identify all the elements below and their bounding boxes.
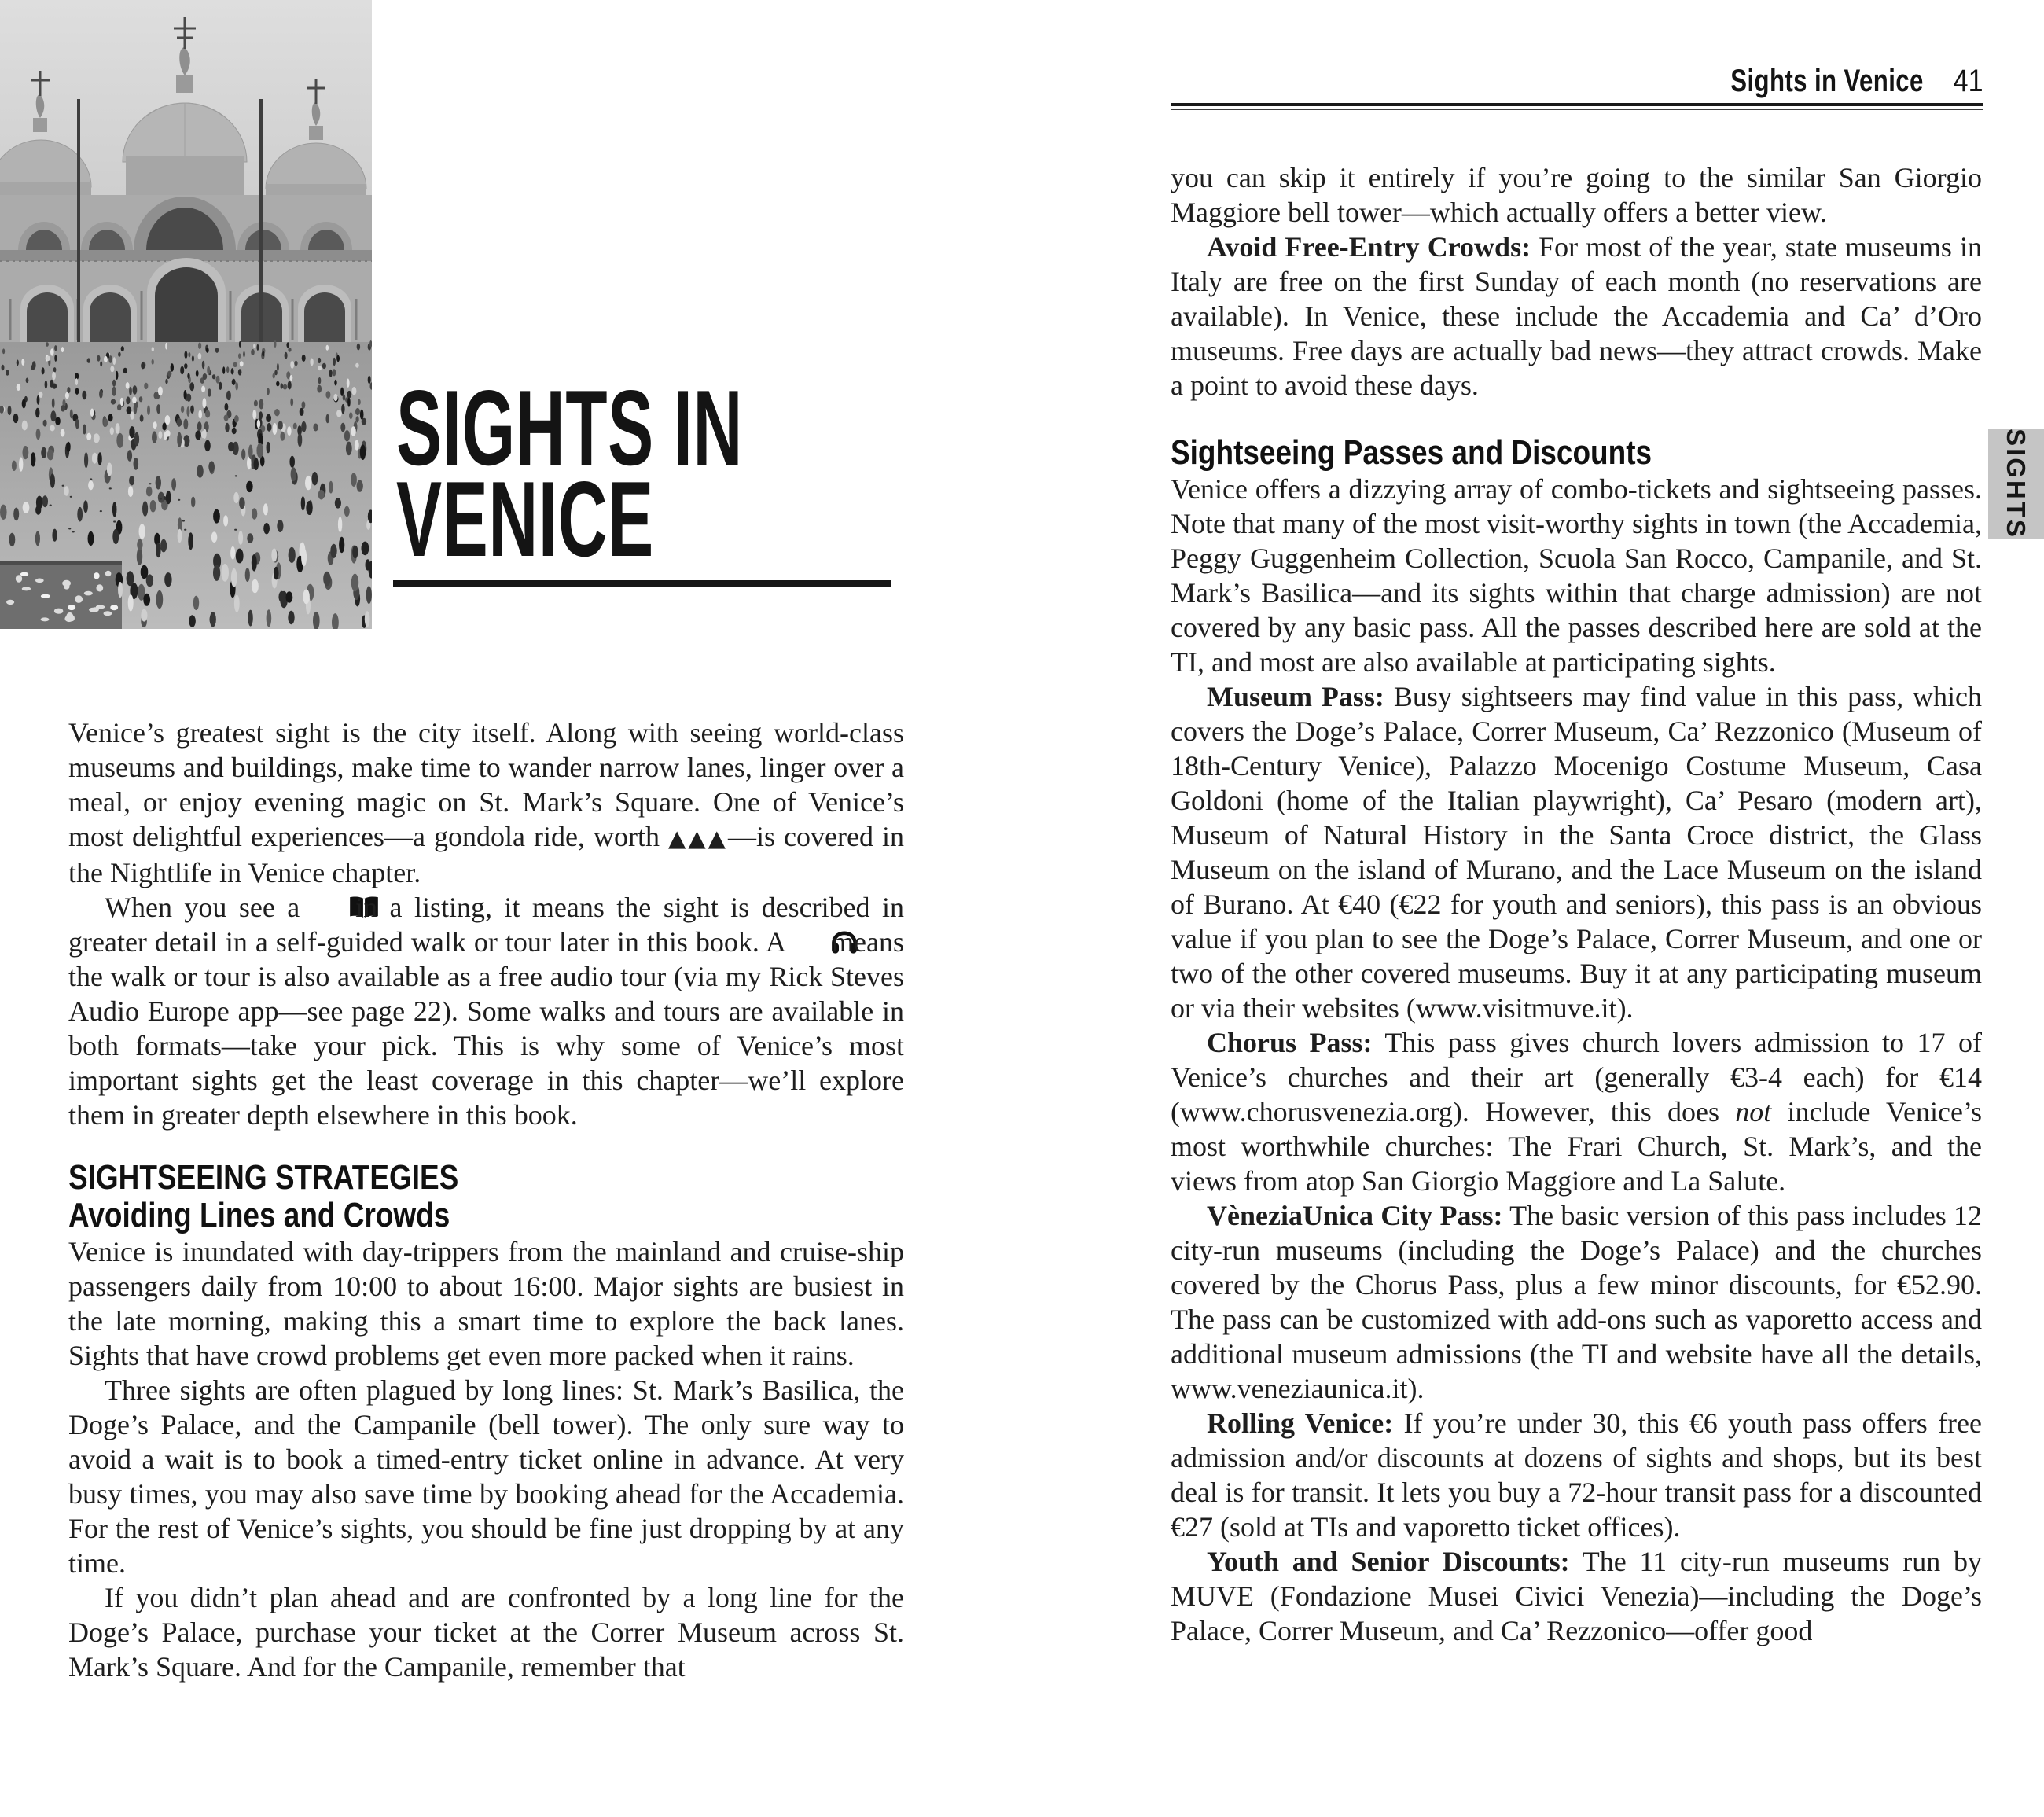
basilica-photo-graphic [0,0,372,629]
text-run: not [1735,1096,1772,1127]
body-paragraph [1171,1198,1982,1406]
text-run: include Venice’s most worthwhile churches: The Frari Church, St. Mark’s, and the views from atop San Giorgio Maggiore and La Salute. [1171,1096,1982,1197]
stmarks-basilica-photo [0,0,372,629]
text-run: The 11 city-run museums run by MUVE (Fondazione Musei Civici Venezia)—including the Doge’s Palace, Correr Museum, and Ca’ Rezzonico—offer good [1171,1546,1982,1646]
text-run: Venice’s greatest sight is the city itself. Along with seeing world-class museums and buildings, make time to wander narrow lanes, linger over a meal, or enjoy evening magic on St. Mark’s Square. One of Venice’s most delightful experiences—a gondola ride, worth [68,717,904,852]
text-run: The basic version of this pass includes 12 city-run museums (including the Doge’s Palace) and the churches covered by the Chorus Pass, plus a few minor discounts, for €52.90. The pass can be customized with add-ons such as vaporetto access and additional museum admissions (the TI and website have all the details, www.veneziaunica.it). [1171,1200,1982,1404]
body-paragraph [68,715,904,890]
body-paragraph [68,1234,904,1373]
left-column [68,715,904,1684]
market-stall [0,563,122,629]
body-paragraph [1171,160,1982,230]
text-run: Busy sightseers may find value in this pass, which covers the Doge’s Palace, Correr Museum, Ca’ Rezzonico (Museum of 18th-Century Venice), Palazzo Mocenigo Costume Museum, Casa Goldoni (home of the Italian playwright), Ca’ Pesaro (modern art), Museum of Natural History in the Santa Croce district, the Glass Museum on the island of Murano, and the Lace Museum on the island of Burano. At €40 (€22 for youth and seniors), this pass is an obvious value if you plan to see the Doge’s Palace, Correr Museum, and one or two of the other covered museums. Buy it at any participating museum or via their websites (www.visitmuve.it). [1171,681,1982,1024]
running-header [1171,64,1983,105]
sights-tab-label: SIGHTS [2002,429,2031,539]
section-heading: Sightseeing Passes and Discounts [1171,433,1652,472]
body-paragraph [68,890,904,1132]
open-book-icon [312,893,344,918]
text-run: If you’re under 30, this €6 youth pass offers free admission and/or discounts at dozens of sights and shops, but its best deal is for transit. It lets you buy a 72-hour transit pass for a discounted €27 (sold at TIs and vaporetto ticket offices). [1171,1407,1983,1543]
body-paragraph [1171,679,1982,1025]
text-run: When you see a [105,892,312,923]
chapter-title-line2: VENICE [396,459,654,579]
text-run: means the walk or tour is also available as a free audio tour (via my Rick Steves Audio Europe app—see page 22). Some walks and tours are available in both formats—take your pick. This is why some of Venice’s most important sights get the least coverage in this chapter—we’ll explore them in greater depth elsewhere in this book. [68,926,904,1131]
body-paragraph [1171,1025,1982,1198]
text-run: If you didn’t plan ahead and are confronted by a long line for the Doge’s Palace, purchase your ticket at the Correr Museum across St. Mark’s Square. And for the Campanile, remember that [68,1582,904,1683]
basilica-facade [0,195,372,342]
body-paragraph [1171,1406,1982,1544]
text-run: This pass gives church lovers admission to 17 of Venice’s churches and their art (generally €3-4 each) for €14 (www.chorusvenezia.org). However, this does [1171,1027,1982,1127]
sights-thumb-tab [1988,429,2044,539]
right-column [1171,160,1982,1648]
bold-lead-in: Rolling Venice: [1207,1407,1394,1439]
text-run: Three sights are often plagued by long lines: St. Mark’s Basilica, the Doge’s Palace, and the Campanile (bell tower). The only sure way to avoid a wait is to book a timed-entry ticket online in advance. At very busy times, you may also save time by booking ahead for the Accademia. For the rest of Venice’s sights, you should be fine just dropping by at any time. [68,1374,904,1579]
header-rule-thin [1171,109,1983,110]
bold-lead-in: Chorus Pass: [1207,1027,1373,1058]
bold-lead-in: Youth and Senior Discounts: [1207,1546,1570,1577]
bold-lead-in: Avoid Free-Entry Crowds: [1207,231,1531,263]
running-header-title: Sights in Venice [1730,64,1925,98]
text-run: Venice is inundated with day-trippers from the mainland and cruise-ship passengers daily from 10:00 to about 16:00. Major sights are busiest in the late morning, making this a smart time to explore the back lanes. Sights that have crowd problems get even more packed when it rains. [68,1236,904,1371]
body-paragraph [1171,472,1982,679]
text-run: in a listing, it means the sight is described in greater detail in a self-guided walk or tour later in this book. A [68,892,904,958]
headphones-icon [792,928,824,952]
body-paragraph [68,1580,904,1684]
body-paragraph [68,1373,904,1580]
rating-triangles: ▲▲▲ [667,825,728,851]
header-rule-thick [1171,103,1983,106]
text-run: For most of the year, state museums in Italy are free on the first Sunday of each month (no reservations are available). In Venice, these include the Accademia and Ca’ d’Oro museums. Free days are actually bad news—they attract crowds. Make a point to avoid these days. [1171,231,1982,401]
chapter-title [396,368,744,579]
bold-lead-in: VèneziaUnica City Pass: [1207,1200,1503,1231]
chapter-title-rule [393,580,891,587]
text-run: Venice offers a dizzying array of combo-tickets and sightseeing passes. Note that many of the most visit-worthy sights in town (the Accademia, Peggy Guggenheim Collection, Scuola San Rocco, Campanile, and St. Mark’s Basilica—and its sights within that charge admission) are not covered by any basic pass. All the passes described here are sold at the TI, and most are also available at participating sights. [1171,473,1982,678]
page-number: 41 [1953,64,1983,98]
section-heading: SIGHTSEEING STRATEGIES [68,1158,459,1197]
chapter-title-line1: SIGHTS IN [396,368,744,487]
bold-lead-in: Museum Pass: [1207,681,1384,712]
text-run: —is covered in the Nightlife in Venice chapter. [68,821,904,888]
section-heading: Avoiding Lines and Crowds [68,1196,450,1234]
text-run: you can skip it entirely if you’re going to the similar San Giorgio Maggiore bell tower—which actually offers a better view. [1171,162,1982,228]
body-paragraph [1171,1544,1982,1648]
body-paragraph [1171,230,1982,403]
